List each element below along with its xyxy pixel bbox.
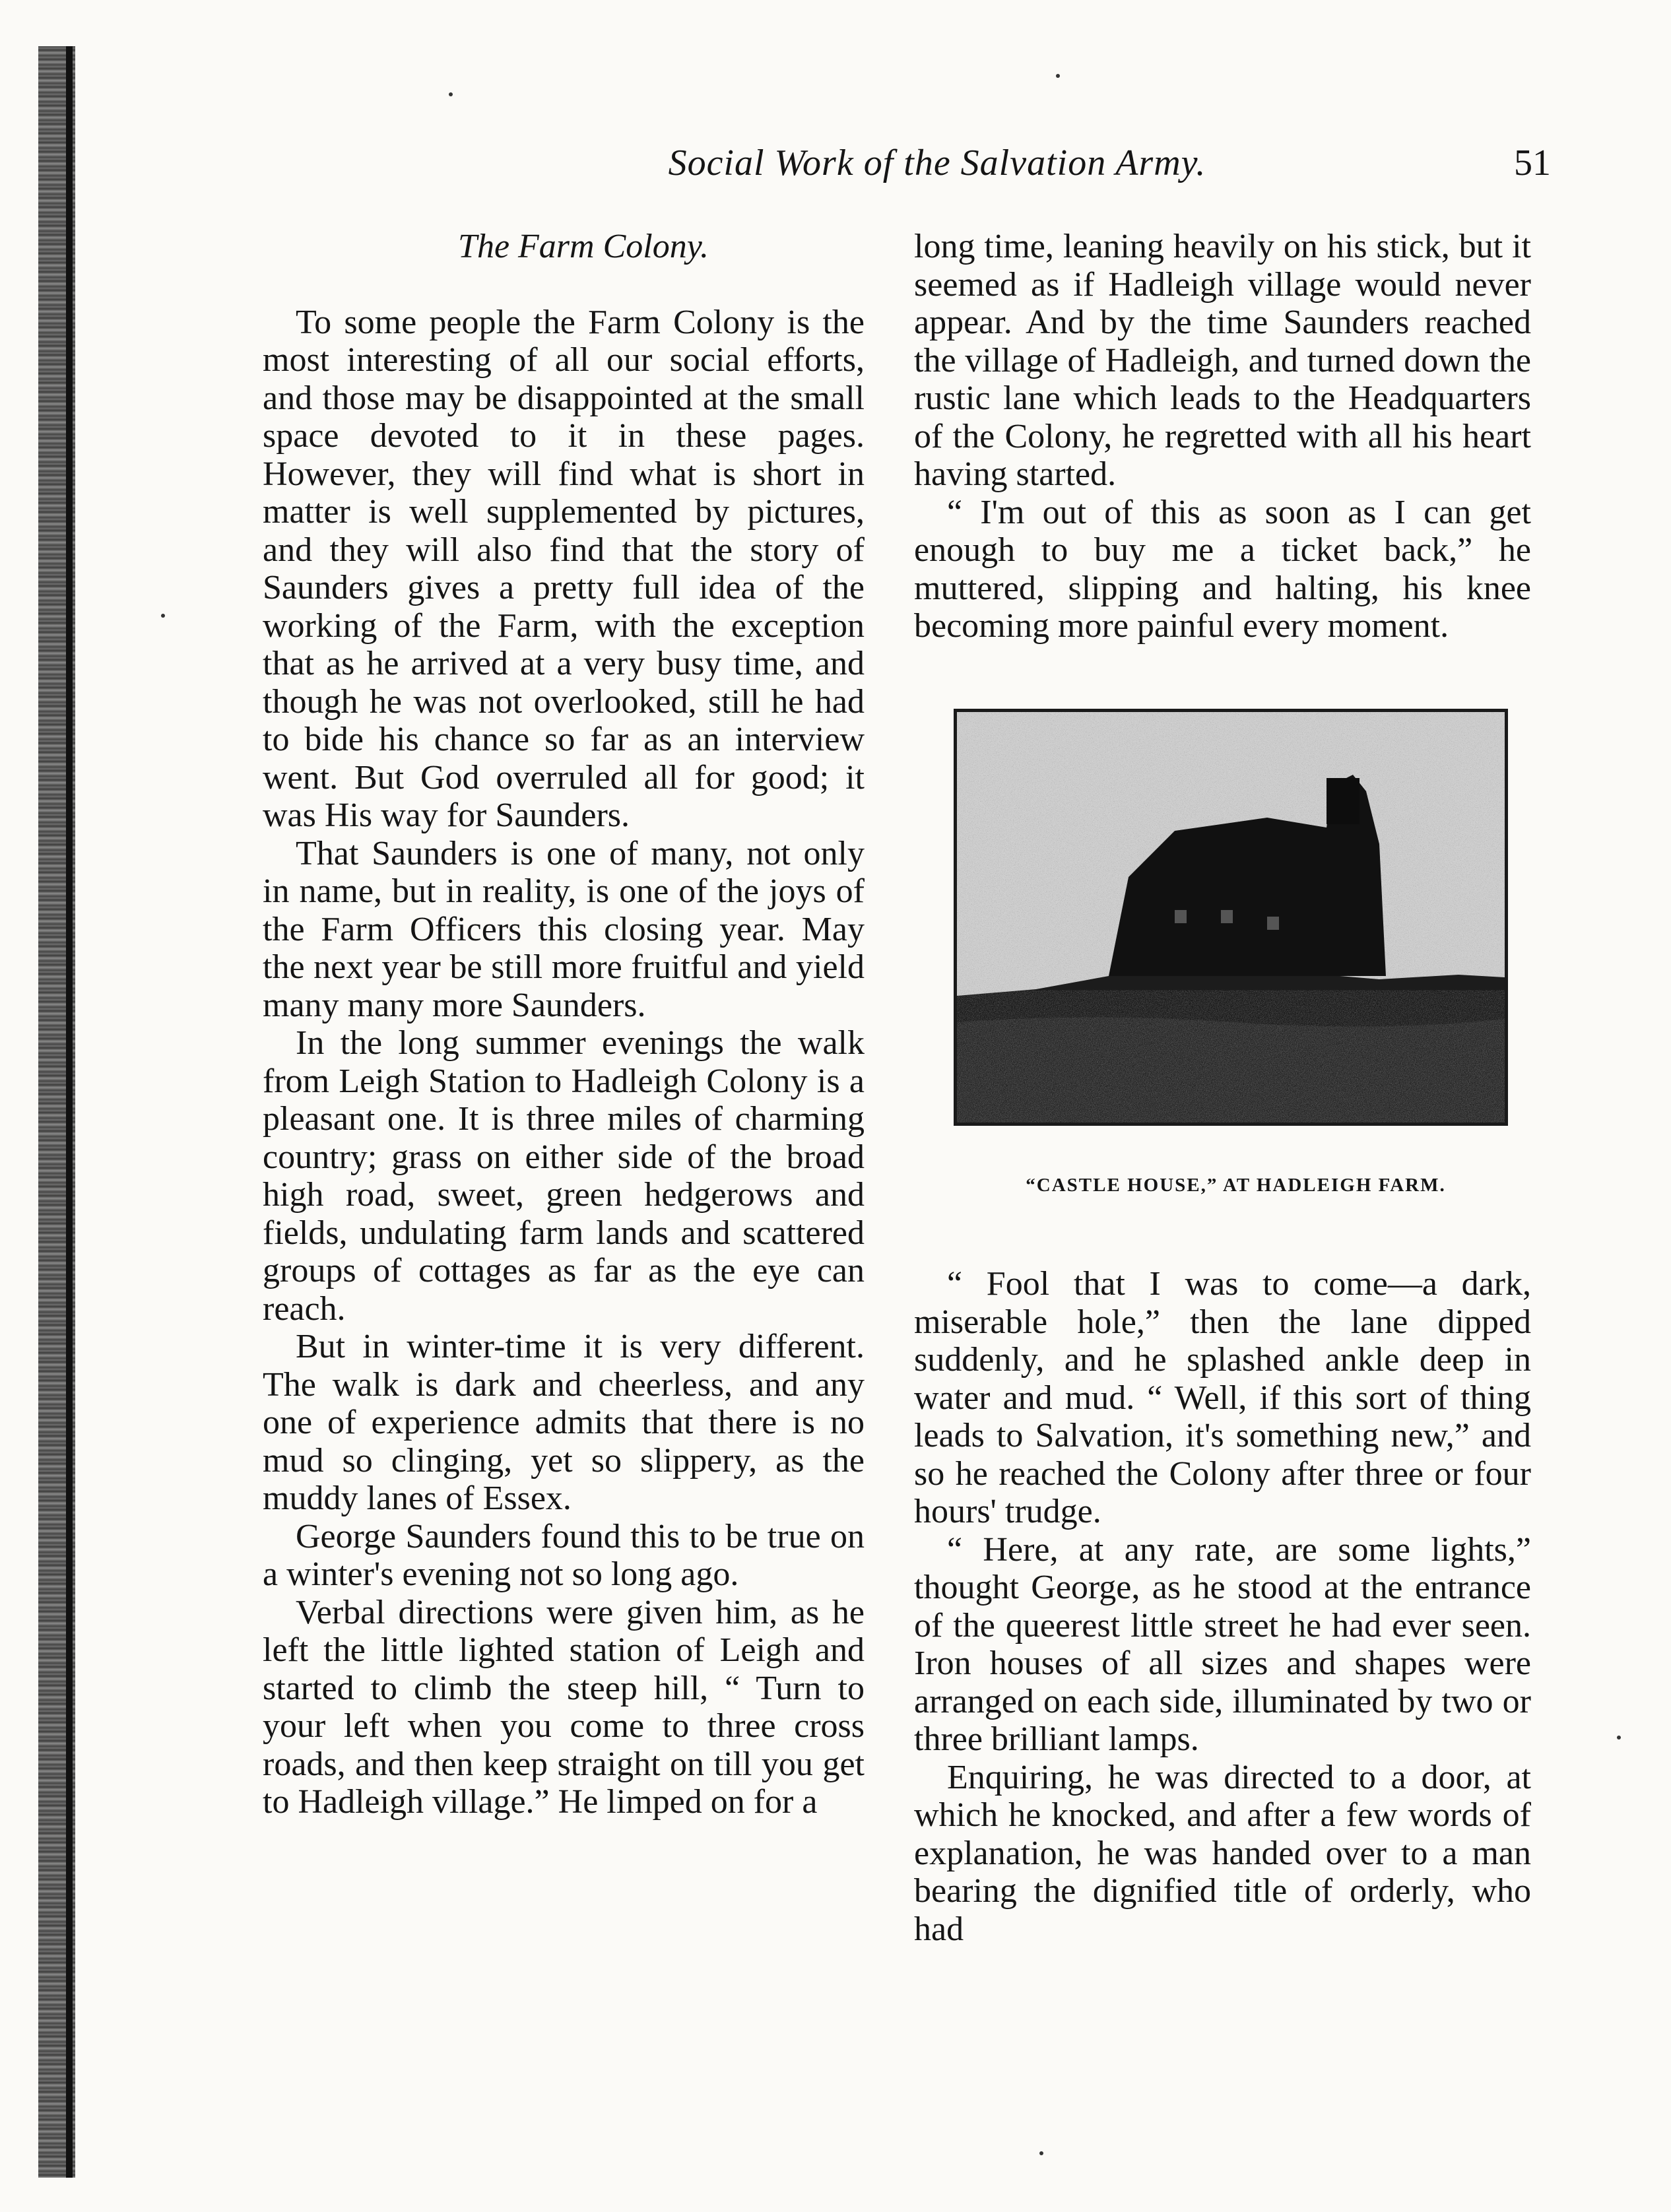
foreground-grain: [957, 1002, 1505, 1122]
print-speck: [161, 614, 165, 618]
paragraph: Verbal directions were given him, as he left the little lighted station of Leigh and started to climb the steep hill, “ Turn to your left when you come to three cross roads, and then keep straight on till you get to Hadleigh village.” He limped on for a: [263, 1593, 865, 1821]
right-column: [914, 228, 1531, 1948]
print-speck: [1056, 74, 1060, 78]
continued-paragraph: long time, leaning heavily on his stick, but it seemed as if Hadleigh village would never appear. And by the time Saunders reached the village of Hadleigh, and turned down the rustic lane which leads to the Headquarters of the Colony, he regretted with all his heart having started.: [914, 228, 1531, 493]
paragraph: That Saunders is one of many, not only in name, but in reality, is one of the joys of the Farm Officers this closing year. May the next year be still more fruitful and yield many many more Saunders.: [263, 834, 865, 1024]
left-column: [263, 228, 865, 1821]
castle-house-photo: [954, 709, 1508, 1126]
paragraph: “ I'm out of this as soon as I can get enough to buy me a ticket back,” he muttered, slipping and halting, his knee becoming more painful every moment.: [914, 493, 1531, 645]
paragraph: Enquiring, he was directed to a door, at which he knocked, and after a few words of explanation, he was handed over to a man bearing the dignified title of orderly, who had: [914, 1758, 1531, 1948]
paragraph: “ Here, at any rate, are some lights,” thought George, as he stood at the entrance of the queerest little street he had ever seen. Iron houses of all sizes and shapes were arranged on each side, illuminated by two or three brilliant lamps.: [914, 1530, 1531, 1758]
figure: [914, 709, 1531, 1205]
running-title: Social Work of the Salvation Army.: [668, 143, 1206, 183]
house-window: [1267, 917, 1279, 930]
page-number: 51: [1514, 143, 1551, 183]
paragraph: But in winter-time it is very different. The walk is dark and cheerless, and any one of experience admits that there is no mud so clinging, yet so slippery, as the muddy lanes of Essex.: [263, 1328, 865, 1517]
house-tower: [1327, 778, 1360, 824]
paragraph: In the long summer evenings the walk from Leigh Station to Hadleigh Colony is a pleasant one. It is three miles of charming country; grass on either side of the broad high road, sweet, green hedgerows and fields, undulating farm lands and scattered groups of cottages as far as the eye can reach.: [263, 1024, 865, 1328]
page-binding-line: [66, 46, 73, 2178]
print-speck: [1039, 2151, 1043, 2155]
print-speck: [1617, 1736, 1621, 1740]
print-speck: [449, 92, 453, 96]
house-window: [1175, 910, 1187, 923]
paragraph: George Saunders found this to be true on a winter's evening not so long ago.: [263, 1517, 865, 1593]
photo-illustration: [957, 712, 1505, 1122]
section-title: The Farm Colony.: [458, 228, 709, 265]
paragraph: “ Fool that I was to come—a dark, miserable hole,” then the lane dipped suddenly, and he splashed ankle deep in water and mud. “ Well, if this sort of thing leads to Salvation, it's something new,” and so he reached the Colony after three or four hours' trudge.: [914, 1265, 1531, 1530]
text-after-figure: [914, 1265, 1531, 1948]
figure-caption: “CASTLE HOUSE,” AT HADLEIGH FARM.: [1026, 1174, 1446, 1196]
house-window: [1221, 910, 1233, 923]
paragraph: To some people the Farm Colony is the most interesting of all our social efforts, and those may be disappointed at the small space devoted to it in these pages. However, they will find what is short in matter is well supplemented by pictures, and they will also find that the story of Saunders gives a pretty full idea of the working of the Farm, with the exception that as he arrived at a very busy time, and though he was not overlooked, still he had to bide his chance so far as an interview went. But God overruled all for good; it was His way for Saunders.: [263, 303, 865, 834]
